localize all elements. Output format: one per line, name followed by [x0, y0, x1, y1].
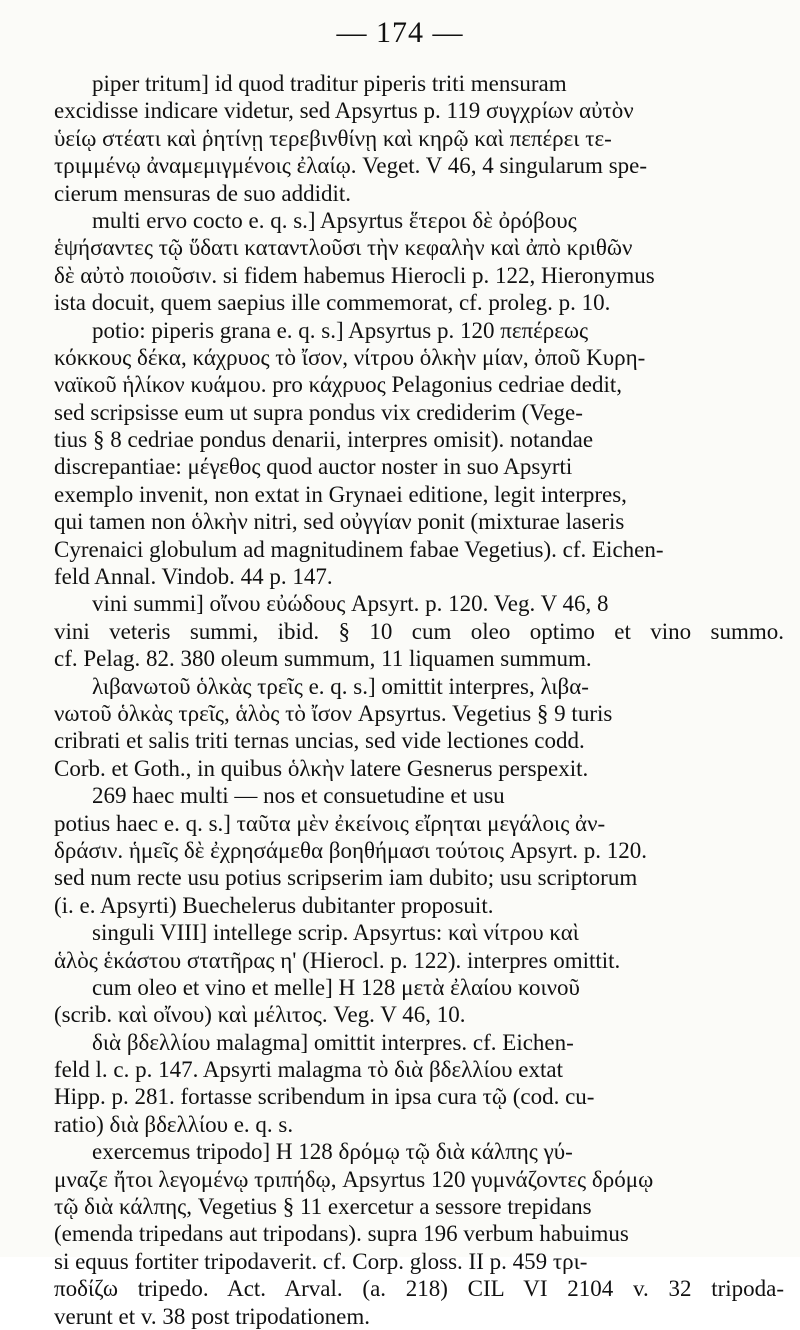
text-line: κόκκους δέκα, κάχρυος τὸ ἴσον, νίτρου ὁλκὴν μίαν, ὀποῦ Κυρη- — [54, 344, 646, 370]
text-line: sed num recte usu potius scripserim iam dubito; usu scriptorum — [54, 865, 638, 891]
text-line: cf. Pelag. 82. 380 oleum summum, 11 liquamen summum. — [54, 646, 592, 672]
text-line: exercemus tripodo] H 128 δρόμῳ τῷ διὰ κάλπης γύ- — [92, 1139, 573, 1165]
text-line: λιβανωτοῦ ὁλκὰς τρεῖς e. q. s.] omittit interpres, λιβα- — [92, 673, 589, 699]
text-line: cierum mensuras de suo addidit. — [54, 180, 352, 206]
text-line: ποδίζω tripedo. Act. Arval. (a. 218) CIL VI 2104 v. 32 tripoda- — [54, 1276, 784, 1302]
text-line: Corb. et Goth., in quibus ὁλκὴν latere Gesnerus perspexit. — [54, 755, 589, 781]
text-line: (scrib. καὶ οἴνου) καὶ μέλιτος. Veg. V 46, 10. — [54, 1002, 466, 1028]
text-line: ἑψήσαντες τῷ ὕδατι καταντλοῦσι τὴν κεφαλὴν καὶ ἀπὸ κριθῶν — [54, 235, 633, 261]
text-line: Hipp. p. 281. fortasse scribendum in ipsa cura τῷ (cod. cu- — [54, 1084, 595, 1110]
text-line: ὑείῳ στέατι καὶ ῥητίνῃ τερεβινθίνῃ καὶ κηρῷ καὶ πεπέρει τε- — [54, 125, 612, 151]
text-line: Cyrenaici globulum ad magnitudinem fabae Vegetius). cf. Eichen- — [54, 536, 664, 562]
text-line: ratio) διὰ βδελλίου e. q. s. — [54, 1111, 294, 1137]
text-line: τριμμένῳ ἀναμεμιγμένοις ἐλαίῳ. Veget. V 46, 4 singularum spe- — [54, 153, 648, 179]
text-line: δὲ αὐτὸ ποιοῦσιν. si fidem habemus Hierocli p. 122, Hieronymus — [54, 262, 655, 288]
text-line: discrepantiae: μέγεθος quod auctor noster in suo Apsyrti — [54, 454, 573, 480]
text-line: 269 haec multi — nos et consuetudine et usu — [92, 783, 505, 809]
text-line: feld l. c. p. 147. Apsyrti malagma τὸ διὰ βδελλίου extat — [54, 1057, 563, 1083]
text-line: ista docuit, quem saepius ille commemorat, cf. proleg. p. 10. — [54, 290, 611, 316]
text-line: ἁλὸς ἑκάστου στατῆρας η' (Hierocl. p. 122). interpres omittit. — [54, 947, 621, 973]
text-line: ναϊκοῦ ἡλίκον κυάμου. pro κάχρυος Pelagonius cedriae dedit, — [54, 372, 623, 398]
page-number: — 174 — — [336, 16, 464, 49]
text-line: vini summi] οἴνου εὐώδους Apsyrt. p. 120. Veg. V 46, 8 — [92, 591, 609, 617]
text-line: tius § 8 cedriae pondus denarii, interpres omisit). notandae — [54, 427, 594, 453]
text-line: διὰ βδελλίου malagma] omittit interpres. cf. Eichen- — [92, 1029, 574, 1055]
text-line: excidisse indicare videtur, sed Apsyrtus p. 119 συγχρίων αὐτὸν — [54, 98, 634, 124]
text-line: piper tritum] id quod traditur piperis triti mensuram — [92, 71, 567, 96]
text-line: singuli VIII] intellege scrip. Apsyrtus: καὶ νίτρου καὶ — [92, 920, 579, 946]
text-line: νωτοῦ ὁλκὰς τρεῖς, ἁλὸς τὸ ἴσον Apsyrtus. Vegetius § 9 turis — [54, 700, 613, 726]
text-line: (emenda tripedans aut tripodans). supra 196 verbum habuimus — [54, 1221, 629, 1247]
text-line: sed scripsisse eum ut supra pondus vix crediderim (Vege- — [54, 399, 583, 425]
text-line: vini veteris summi, ibid. § 10 cum oleo optimo et vino summo. — [54, 618, 784, 644]
text-line: (i. e. Apsyrti) Buechelerus dubitanter proposuit. — [54, 892, 494, 918]
text-line: multi ervo cocto e. q. s.] Apsyrtus ἕτεροι δὲ ὀρόβους — [92, 207, 577, 233]
text-line: cum oleo et vino et melle] H 128 μετὰ ἐλαίου κοινοῦ — [92, 974, 580, 1000]
text-line: μναζε ἤτοι λεγομένῳ τριπήδῳ, Apsyrtus 120 γυμνάζοντες δρόμῳ — [54, 1166, 654, 1192]
text-line: τῷ διὰ κάλπης, Vegetius § 11 exercetur a sessore trepidans — [54, 1194, 592, 1220]
text-line: cribrati et salis triti ternas uncias, sed vide lectiones codd. — [54, 728, 585, 754]
text-line: feld Annal. Vindob. 44 p. 147. — [54, 564, 333, 590]
text-line: δράσιν. ἡμεῖς δὲ ἐχρησάμεθα βοηθήμασι τούτοις Apsyrt. p. 120. — [54, 837, 648, 863]
text-line: exemplo invenit, non extat in Grynaei editione, legit interpres, — [54, 481, 627, 507]
text-line: qui tamen non ὁλκὴν nitri, sed οὐγγίαν ponit (mixturae laseris — [54, 509, 625, 535]
text-line: verunt et v. 38 post tripodationem. — [54, 1303, 370, 1329]
text-line: potio: piperis grana e. q. s.] Apsyrtus p. 120 πεπέρεως — [92, 317, 589, 343]
commentary-text — [54, 70, 784, 1330]
text-line: potius haec e. q. s.] ταῦτα μὲν ἐκείνοις εἴρηται μεγάλοις ἀν- — [54, 810, 606, 836]
text-line: si equus fortiter tripodaverit. cf. Corp. gloss. II p. 459 τρι- — [54, 1248, 588, 1274]
